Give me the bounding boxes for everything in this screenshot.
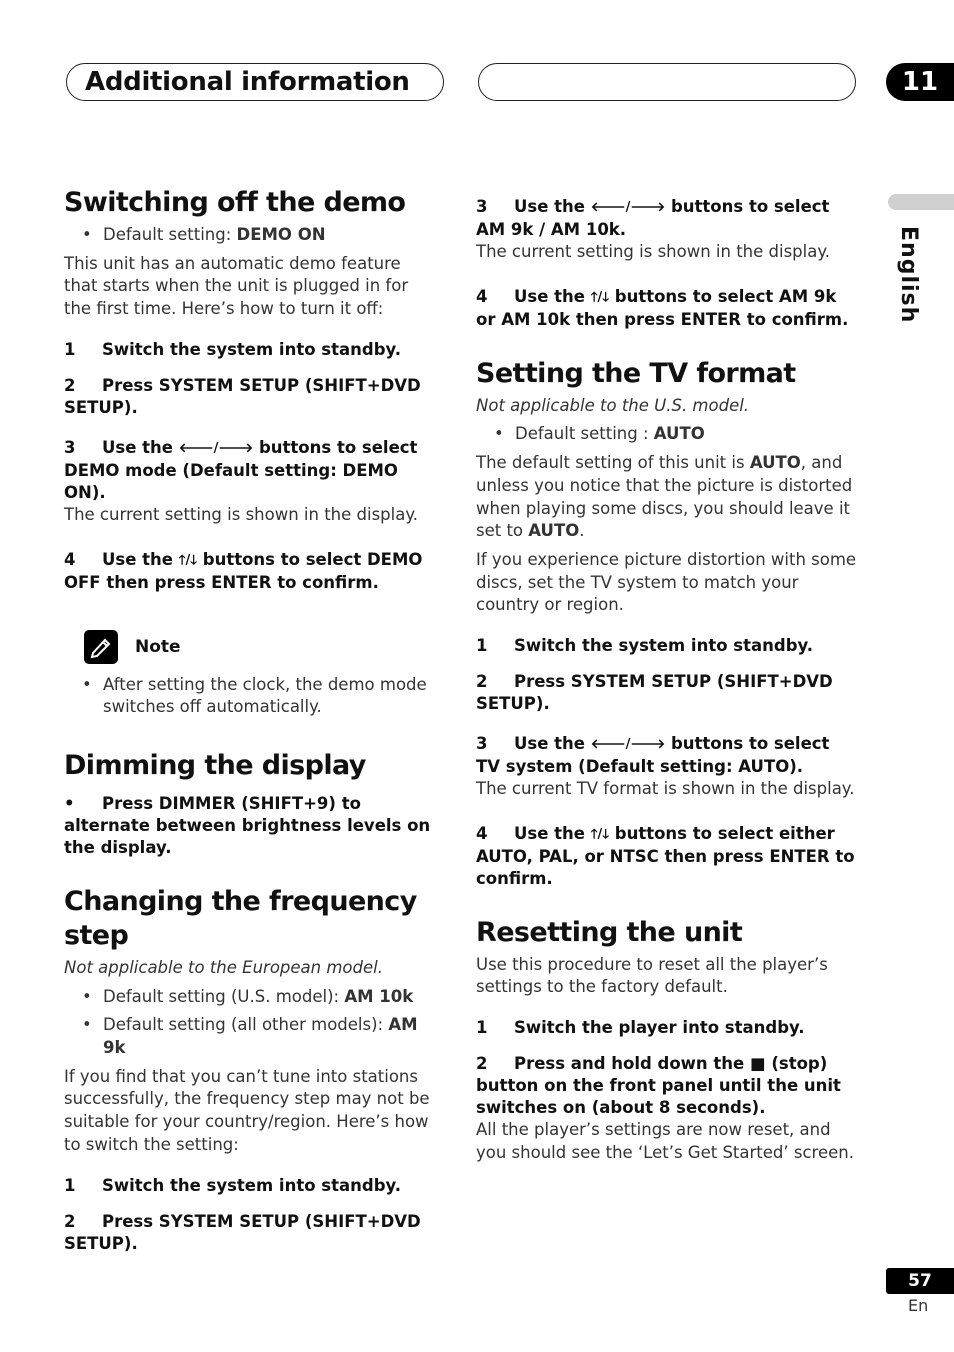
left-right-arrows-icon: 🡐/🡒: [590, 737, 666, 753]
reset-intro: Use this procedure to reset all the player’s settings to the factory default.: [476, 954, 828, 997]
tv-paragraph-1: The default setting of this unit is AUTO, and unless you notice that the picture is distorted when playing some discs, you should leave it set to AUTO.: [476, 453, 853, 541]
tv-step-3-note: The current TV format is shown in the display.: [476, 779, 855, 799]
tv-step-3: 3 Use the 🡐/🡒 buttons to select TV system (Default setting: AUTO).: [476, 734, 830, 777]
reset-step-2: 2 Press and hold down the ■ (stop) button on the front panel until the unit switches on (about 8 seconds).: [476, 1054, 841, 1118]
heading-reset: Resetting the unit: [476, 916, 743, 948]
note-pencil-icon: [84, 630, 118, 664]
chapter-number: 11: [886, 63, 954, 101]
tv-step-2: 2 Press SYSTEM SETUP (SHIFT+DVD SETUP).: [476, 672, 833, 714]
up-down-arrows-icon: 🡑/🡓: [590, 826, 610, 842]
tv-paragraph-2: If you experience picture distortion with some discs, set the TV system to match your country or region.: [476, 549, 857, 615]
bullet-default-other: • Default setting (all other models): AM 9k: [82, 1015, 418, 1058]
freq-step-4: 4 Use the 🡑/🡓 buttons to select AM 9k or AM 10k then press ENTER to confirm.: [476, 286, 849, 329]
bullet-default-us: • Default setting (U.S. model): AM 10k: [82, 986, 414, 1006]
dimming-step: • Press DIMMER (SHIFT+9) to alternate between brightness levels on the display.: [64, 793, 431, 857]
demo-step-2: 2 Press SYSTEM SETUP (SHIFT+DVD SETUP).: [64, 375, 421, 417]
right-column: [476, 196, 858, 1165]
heading-dimming: Dimming the display: [64, 749, 366, 781]
header-empty-box: [478, 63, 856, 101]
page-number: 57: [886, 1268, 954, 1294]
tv-applicability: Not applicable to the U.S. model.: [476, 395, 750, 415]
reset-step-2-note: All the player’s settings are now reset, and you should see the ‘Let’s Get Started’ screen.: [476, 1120, 854, 1162]
demo-step-4: 4 Use the 🡑/🡓 buttons to select DEMO OFF then press ENTER to confirm.: [64, 549, 423, 592]
bullet-default-demo: • Default setting: DEMO ON: [82, 225, 326, 244]
demo-step-3: 3 Use the 🡐/🡒 buttons to select DEMO mode (Default setting: DEMO ON).: [64, 437, 418, 502]
heading-switching-demo: Switching off the demo: [64, 187, 406, 218]
freq-applicability: Not applicable to the European model.: [64, 957, 383, 977]
freq-step-2: 2 Press SYSTEM SETUP (SHIFT+DVD SETUP).: [64, 1211, 421, 1253]
reset-step-1: 1 Switch the player into standby.: [476, 1018, 805, 1038]
left-right-arrows-icon: 🡐/🡒: [178, 440, 254, 456]
freq-step-1: 1 Switch the system into standby.: [64, 1175, 402, 1195]
note-label: Note: [135, 636, 181, 657]
section-title: Additional information: [85, 67, 410, 97]
language-tab-bar: [888, 194, 954, 210]
freq-step-3-note: The current setting is shown in the display.: [476, 242, 831, 261]
heading-tv-format: Setting the TV format: [476, 357, 796, 389]
language-label: English: [896, 226, 921, 324]
up-down-arrows-icon: 🡑/🡓: [590, 289, 610, 305]
freq-step-3: 3 Use the 🡐/🡒 buttons to select AM 9k / AM 10k.: [476, 197, 830, 239]
bullet-default-tv: • Default setting : AUTO: [494, 424, 705, 444]
tv-step-4: 4 Use the 🡑/🡓 buttons to select either AUTO, PAL, or NTSC then press ENTER to confirm.: [476, 823, 855, 888]
tv-step-1: 1 Switch the system into standby.: [476, 636, 814, 656]
note-header: [84, 630, 436, 664]
page-lang-code: En: [908, 1296, 929, 1315]
demo-step-1: 1 Switch the system into standby.: [64, 339, 402, 359]
header-section-box: [66, 63, 444, 101]
demo-intro: This unit has an automatic demo feature that starts when the unit is plugged in for the first time. Here’s how to turn it off:: [64, 253, 409, 319]
note-text: • After setting the clock, the demo mode switches off automatically.: [82, 674, 427, 717]
left-column: [64, 186, 436, 1255]
stop-square-icon: ■: [750, 1054, 766, 1074]
demo-step-3-note: The current setting is shown in the display.: [64, 504, 419, 524]
heading-freq-step: Changing the frequency step: [64, 885, 417, 951]
left-right-arrows-icon: 🡐/🡒: [590, 200, 666, 215]
up-down-arrows-icon: 🡑/🡓: [178, 552, 198, 568]
freq-intro: If you find that you can’t tune into stations successfully, the frequency step may not be suitable for your country/region. Here’s how to switch the setting:: [64, 1066, 430, 1154]
